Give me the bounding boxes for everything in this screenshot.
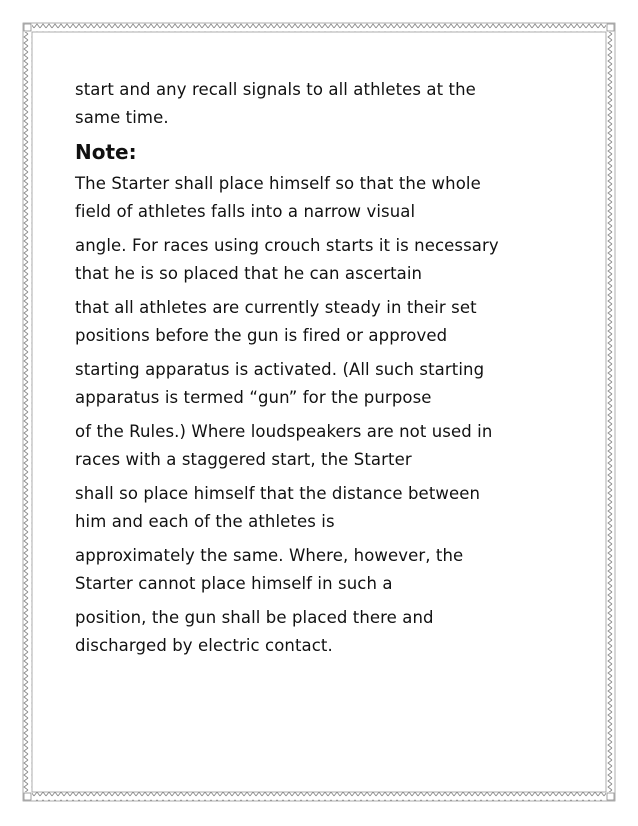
text-line: him and each of the athletes is [75, 512, 335, 531]
text-line: of the Rules.) Where loudspeakers are not used in [75, 422, 493, 441]
note-paragraph [75, 604, 575, 660]
note-heading: Note: [75, 140, 137, 164]
document-body [75, 76, 575, 660]
note-paragraph [75, 232, 575, 288]
text-line: that he is so placed that he can ascertain [75, 264, 423, 283]
text-line: Starter cannot place himself in such a [75, 574, 393, 593]
text-line: starting apparatus is activated. (All such starting [75, 360, 485, 379]
text-line: races with a staggered start, the Starter [75, 450, 412, 469]
text-line: same time. [75, 108, 169, 127]
note-paragraph [75, 294, 575, 350]
text-line: position, the gun shall be placed there and [75, 608, 434, 627]
note-paragraph [75, 542, 575, 598]
text-line: that all athletes are currently steady in their set [75, 298, 477, 317]
text-line: positions before the gun is fired or approved [75, 326, 448, 345]
intro-paragraph [75, 76, 575, 132]
note-paragraph [75, 356, 575, 412]
text-line: angle. For races using crouch starts it is necessary [75, 236, 499, 255]
text-line: The Starter shall place himself so that the whole [75, 174, 481, 193]
text-line: discharged by electric contact. [75, 636, 333, 655]
text-line: field of athletes falls into a narrow visual [75, 202, 416, 221]
note-paragraph [75, 418, 575, 474]
text-line: start and any recall signals to all athletes at the [75, 80, 476, 99]
text-line: shall so place himself that the distance between [75, 484, 481, 503]
text-line: apparatus is termed “gun” for the purpose [75, 388, 432, 407]
note-paragraph [75, 480, 575, 536]
text-line: approximately the same. Where, however, the [75, 546, 464, 565]
note-paragraph [75, 170, 575, 226]
